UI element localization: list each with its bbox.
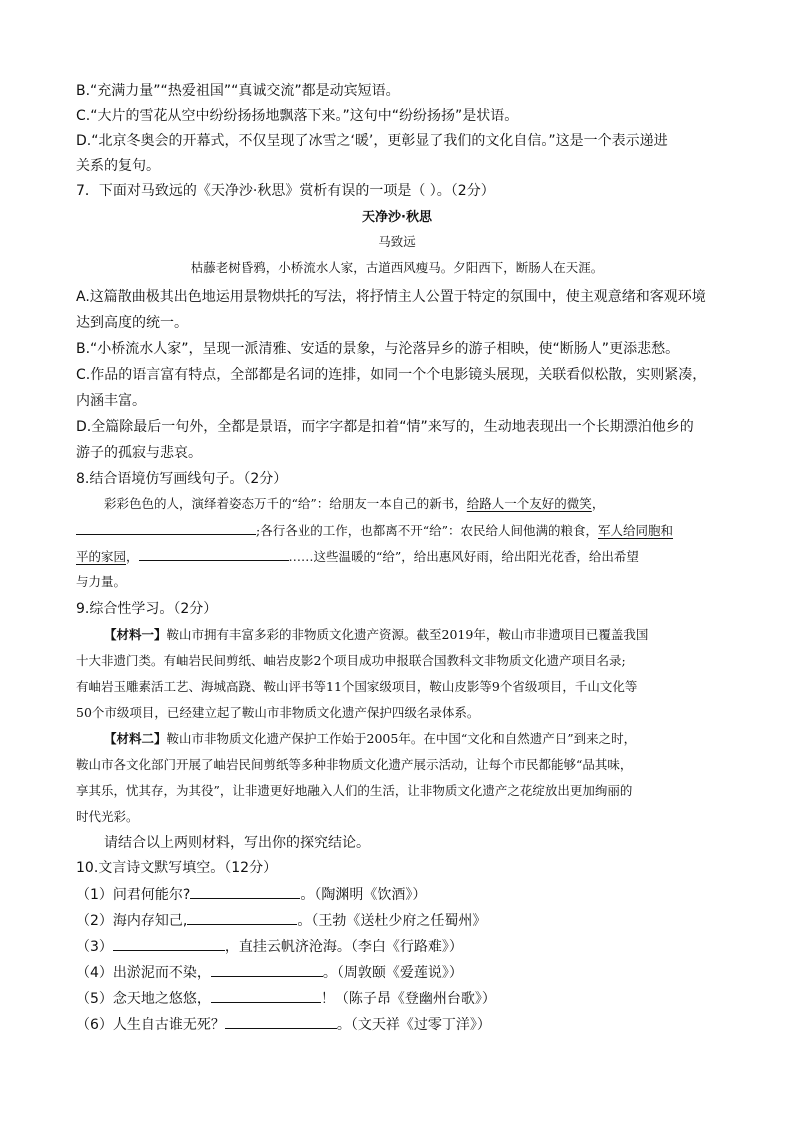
- q8-line4: 与力量。: [76, 574, 127, 589]
- material1-line3: 有岫岩玉雕素活工艺、海城高跷、鞍山评书等11个国家级项目，鞍山皮影等9个省级项目，千山文化等: [76, 679, 638, 694]
- q6-option-d-line1: D.“北京冬奥会的开幕式，不仅呈现了冰雪之‘暖’，更彰显了我们的文化自信。”这是一个表示递进: [76, 133, 668, 149]
- q6-option-d-line2: 关系的复句。: [76, 158, 160, 174]
- q7-option-d-line2: 游子的孤寂与悲哀。: [76, 445, 202, 461]
- q8-answer-blank-1[interactable]: [76, 520, 256, 535]
- q10-blank-3[interactable]: [113, 936, 225, 951]
- q10-blank-6[interactable]: [225, 1014, 337, 1029]
- q9-stem: 9.综合性学习。（2分）: [76, 601, 218, 617]
- material1-line1: 【材料一】鞍山市拥有丰富多彩的非物质文化遗产资源。截至2019年，鞍山市非遗项目已覆盖我国: [104, 627, 649, 642]
- q8-line3: 平的家园， ……这些温暖的“给”，给出惠风好雨，给出阳光花香，给出希望: [76, 546, 639, 567]
- material2-line1: 【材料二】鞍山市非物质文化遗产保护工作始于2005年。在中国“文化和自然遗产日”到来之时，: [104, 731, 637, 746]
- q7-stem: 7．下面对马致远的《天净沙·秋思》赏析有误的一项是（ ）。（2分）: [76, 183, 495, 199]
- q6-option-c: C.“大片的雪花从空中纷纷扬扬地飘落下来。”这句中“纷纷扬扬”是状语。: [76, 108, 519, 124]
- q8-line2: ;各行各业的工作，也都离不开“给”：农民给人间他满的粮食，军人给同胞和: [76, 520, 673, 541]
- q8-line1: 彩彩色色的人，演绎着姿态万千的“给”：给朋友一本自己的新书，给路人一个友好的微笑，: [104, 496, 605, 511]
- q10-blank-4[interactable]: [211, 962, 323, 977]
- q10-blank-1[interactable]: [190, 884, 300, 899]
- q7-option-d-line1: D.全篇除最后一句外，全都是景语，而字字都是扣着“情”来写的，生动地表现出一个长期漂泊他乡的: [76, 419, 694, 435]
- q10-item-1: （1）问君何能尔? 。（陶渊明《饮酒》）: [76, 884, 426, 905]
- material1-line2: 十大非遗门类。有岫岩民间剪纸、岫岩皮影2个项目成功申报联合国教科文非物质文化遗产项目名录;: [76, 653, 626, 668]
- q8-underlined-2b: 平的家园: [76, 549, 127, 564]
- q10-item-4: （4）出淤泥而不染， 。（周敦颐《爱莲说》）: [76, 962, 463, 983]
- poem-text: 枯藤老树昏鸦，小桥流水人家，古道西风瘦马。夕阳西下，断肠人在天涯。: [190, 260, 604, 275]
- q8-answer-blank-2[interactable]: [139, 546, 289, 561]
- q7-option-c-line2: 内涵丰富。: [76, 393, 146, 409]
- material2-label: 【材料二】: [104, 731, 167, 746]
- q10-blank-2[interactable]: [187, 910, 297, 925]
- q10-stem: 10.文言诗文默写填空。（12分）: [76, 860, 278, 876]
- material1-line4: 50个市级项目，已经建立起了鞍山市非物质文化遗产保护四级名录体系。: [76, 705, 480, 720]
- q7-option-a-line2: 达到高度的统一。: [76, 315, 188, 331]
- material2-line3: 享其乐，忧其存，为其役”，让非遗更好地融入人们的生活，让非物质文化遗产之花绽放出更加绚丽的: [76, 783, 633, 798]
- q8-underlined-2: 军人给同胞和: [598, 523, 674, 538]
- q10-item-3: （3） ，直挂云帆济沧海。（李白《行路难》）: [76, 936, 463, 957]
- q6-option-b: B.“充满力量”“热爱祖国”“真诚交流”都是动宾短语。: [76, 83, 400, 99]
- material1-label: 【材料一】: [104, 627, 167, 642]
- q8-stem: 8.结合语境仿写画线句子。（2分）: [76, 471, 288, 487]
- material2-line4: 时代光彩。: [76, 809, 139, 824]
- poem-author: 马致远: [378, 234, 416, 249]
- q10-item-5: （5）念天地之悠悠， ！（陈子昂《登幽州台歌》）: [76, 988, 496, 1009]
- q10-item-2: （2）海内存知己, 。（王勃《送杜少府之任蜀州》: [76, 910, 486, 931]
- q7-option-a-line1: A.这篇散曲极其出色地运用景物烘托的写法，将抒情主人公置于特定的氛围中，使主观意绪和客观环境: [76, 289, 706, 305]
- material2-line2: 鞍山市各文化部门开展了岫岩民间剪纸等多种非物质文化遗产展示活动，让每个市民都能够“品其味，: [76, 757, 633, 772]
- q10-blank-5[interactable]: [211, 988, 321, 1003]
- q9-prompt: 请结合以上两则材料，写出你的探究结论。: [104, 835, 370, 851]
- q7-option-c-line1: C.作品的语言富有特点，全部都是名词的连排，如同一个个电影镜头展现，关联看似松散，实则紧凑，: [76, 367, 707, 383]
- q7-option-b: B.“小桥流水人家”，呈现一派清雅、安适的景象，与沦落异乡的游子相映，使“断肠人”更添悲愁。: [76, 341, 680, 357]
- q10-item-6: （6）人生自古谁无死？ 。（文天祥《过零丁洋》）: [76, 1014, 491, 1035]
- q8-underlined-1: 给路人一个友好的微笑: [466, 496, 592, 511]
- q8-line1-text: 彩彩色色的人，演绎着姿态万千的“给”：给朋友一本自己的新书，: [104, 496, 467, 511]
- poem-title: 天净沙·秋思: [362, 210, 432, 225]
